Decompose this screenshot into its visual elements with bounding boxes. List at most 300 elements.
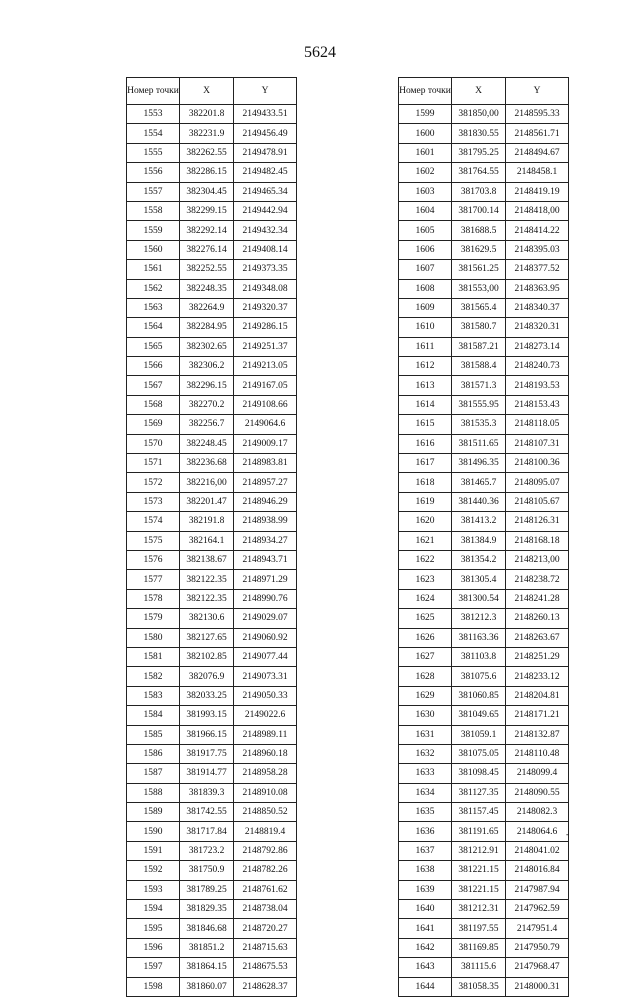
cell-x: 381169.85 <box>452 938 506 957</box>
cell-x: 382302.65 <box>180 337 234 356</box>
cell-x: 381580.7 <box>452 318 506 337</box>
cell-x: 381993.15 <box>180 706 234 725</box>
table-row <box>127 298 297 317</box>
coordinates-table-left <box>126 77 297 997</box>
cell-x: 382102.85 <box>180 647 234 666</box>
cell-y: 2148934.27 <box>234 531 297 550</box>
table-row <box>127 706 297 725</box>
table-row <box>127 182 297 201</box>
cell-y: 2148414.22 <box>506 221 569 240</box>
table-row <box>127 221 297 240</box>
cell-point-number: 1584 <box>127 706 180 725</box>
cell-point-number: 1595 <box>127 919 180 938</box>
cell-point-number: 1585 <box>127 725 180 744</box>
cell-y: 2148107.31 <box>506 434 569 453</box>
cell-y: 2148153.43 <box>506 395 569 414</box>
table-row <box>127 841 297 860</box>
cell-point-number: 1569 <box>127 415 180 434</box>
table-row <box>127 240 297 259</box>
cell-x: 381565.4 <box>452 298 506 317</box>
table-row <box>127 570 297 589</box>
cell-point-number: 1627 <box>399 647 452 666</box>
table-row <box>127 822 297 841</box>
cell-point-number: 1593 <box>127 880 180 899</box>
cell-x: 381966.15 <box>180 725 234 744</box>
cell-y: 2147951.4 <box>506 919 569 938</box>
cell-point-number: 1556 <box>127 163 180 182</box>
cell-point-number: 1578 <box>127 589 180 608</box>
cell-y: 2148193.53 <box>506 376 569 395</box>
table-row <box>399 589 569 608</box>
cell-point-number: 1590 <box>127 822 180 841</box>
cell-point-number: 1617 <box>399 454 452 473</box>
cell-x: 382130.6 <box>180 609 234 628</box>
cell-y: 2148715.63 <box>234 938 297 957</box>
table-row <box>399 744 569 763</box>
cell-x: 381115.6 <box>452 958 506 977</box>
cell-point-number: 1619 <box>399 492 452 511</box>
cell-x: 381830.55 <box>452 124 506 143</box>
cell-point-number: 1560 <box>127 240 180 259</box>
table-row <box>127 473 297 492</box>
cell-x: 382127.65 <box>180 628 234 647</box>
cell-x: 381571.3 <box>452 376 506 395</box>
cell-y: 2149213.05 <box>234 357 297 376</box>
table-row <box>399 163 569 182</box>
cell-point-number: 1564 <box>127 318 180 337</box>
table-row <box>399 803 569 822</box>
table-row <box>399 531 569 550</box>
cell-x: 382201.47 <box>180 492 234 511</box>
cell-x: 381555.95 <box>452 395 506 414</box>
cell-y: 2148418,00 <box>506 201 569 220</box>
table-row <box>399 492 569 511</box>
cell-x: 382276.14 <box>180 240 234 259</box>
cell-point-number: 1557 <box>127 182 180 201</box>
cell-point-number: 1596 <box>127 938 180 957</box>
cell-x: 381511.65 <box>452 434 506 453</box>
cell-point-number: 1637 <box>399 841 452 860</box>
table-row <box>399 473 569 492</box>
cell-y: 2148273.14 <box>506 337 569 356</box>
cell-point-number: 1640 <box>399 900 452 919</box>
cell-y: 2148782.26 <box>234 861 297 880</box>
cell-y: 2148989.11 <box>234 725 297 744</box>
header-y: Y <box>234 78 297 105</box>
cell-point-number: 1635 <box>399 803 452 822</box>
table-row <box>399 783 569 802</box>
cell-y: 2149073.31 <box>234 667 297 686</box>
cell-x: 381384.9 <box>452 531 506 550</box>
table-row <box>127 163 297 182</box>
cell-point-number: 1615 <box>399 415 452 434</box>
cell-y: 2148168.18 <box>506 531 569 550</box>
cell-y: 2147962.59 <box>506 900 569 919</box>
cell-point-number: 1576 <box>127 550 180 569</box>
cell-point-number: 1631 <box>399 725 452 744</box>
cell-point-number: 1574 <box>127 512 180 531</box>
cell-x: 382201.8 <box>180 105 234 124</box>
cell-point-number: 1594 <box>127 900 180 919</box>
cell-point-number: 1644 <box>399 977 452 996</box>
cell-point-number: 1613 <box>399 376 452 395</box>
cell-y: 2148263.67 <box>506 628 569 647</box>
table-row <box>399 686 569 705</box>
cell-point-number: 1622 <box>399 550 452 569</box>
cell-x: 381075.6 <box>452 667 506 686</box>
table-row <box>399 900 569 919</box>
cell-y: 2148990.76 <box>234 589 297 608</box>
cell-y: 2148204.81 <box>506 686 569 705</box>
cell-x: 381413.2 <box>452 512 506 531</box>
cell-y: 2149320.37 <box>234 298 297 317</box>
cell-point-number: 1623 <box>399 570 452 589</box>
cell-x: 382256.7 <box>180 415 234 434</box>
cell-x: 382296.15 <box>180 376 234 395</box>
cell-x: 381197.55 <box>452 919 506 938</box>
table-row <box>399 454 569 473</box>
cell-x: 382164.1 <box>180 531 234 550</box>
cell-y: 2148064.6 <box>506 822 569 841</box>
table-row <box>399 376 569 395</box>
cell-y: 2149465.34 <box>234 182 297 201</box>
header-x: X <box>452 78 506 105</box>
cell-point-number: 1570 <box>127 434 180 453</box>
cell-x: 382304.45 <box>180 182 234 201</box>
table-row <box>127 764 297 783</box>
table-row <box>127 279 297 298</box>
cell-point-number: 1562 <box>127 279 180 298</box>
table-row <box>399 880 569 899</box>
cell-x: 381829.35 <box>180 900 234 919</box>
cell-y: 2149064.6 <box>234 415 297 434</box>
table-row <box>399 919 569 938</box>
table-row <box>399 318 569 337</box>
cell-x: 381098.45 <box>452 764 506 783</box>
cell-point-number: 1555 <box>127 143 180 162</box>
cell-x: 382122.35 <box>180 570 234 589</box>
cell-x: 381629.5 <box>452 240 506 259</box>
table-row <box>399 434 569 453</box>
cell-point-number: 1634 <box>399 783 452 802</box>
table-row <box>127 667 297 686</box>
cell-x: 381300.54 <box>452 589 506 608</box>
cell-point-number: 1618 <box>399 473 452 492</box>
cell-x: 382270.2 <box>180 395 234 414</box>
cell-x: 381795.25 <box>452 143 506 162</box>
cell-point-number: 1636 <box>399 822 452 841</box>
table-row <box>127 861 297 880</box>
table-row <box>399 822 569 841</box>
table-row <box>127 686 297 705</box>
cell-y: 2148595.33 <box>506 105 569 124</box>
cell-y: 2148213,00 <box>506 550 569 569</box>
cell-x: 381703.8 <box>452 182 506 201</box>
table-row <box>127 628 297 647</box>
cell-point-number: 1604 <box>399 201 452 220</box>
cell-point-number: 1632 <box>399 744 452 763</box>
table-row <box>127 900 297 919</box>
cell-x: 382122.35 <box>180 589 234 608</box>
table-row <box>399 861 569 880</box>
cell-point-number: 1577 <box>127 570 180 589</box>
table-row <box>127 260 297 279</box>
table-row <box>399 550 569 569</box>
cell-y: 2149022.6 <box>234 706 297 725</box>
cell-x: 381060.85 <box>452 686 506 705</box>
cell-x: 381851.2 <box>180 938 234 957</box>
trailing-mark: - <box>566 829 569 839</box>
table-row <box>399 841 569 860</box>
table-row <box>127 938 297 957</box>
table-row <box>127 376 297 395</box>
cell-y: 2148099.4 <box>506 764 569 783</box>
cell-x: 381059.1 <box>452 725 506 744</box>
cell-x: 382252.55 <box>180 260 234 279</box>
cell-y: 2148377.52 <box>506 260 569 279</box>
cell-y: 2148561.71 <box>506 124 569 143</box>
table-row <box>399 395 569 414</box>
table-row <box>127 880 297 899</box>
table-row <box>399 124 569 143</box>
cell-point-number: 1612 <box>399 357 452 376</box>
cell-point-number: 1620 <box>399 512 452 531</box>
cell-point-number: 1633 <box>399 764 452 783</box>
cell-point-number: 1559 <box>127 221 180 240</box>
table-row <box>127 958 297 977</box>
cell-x: 381850,00 <box>452 105 506 124</box>
cell-x: 382306.2 <box>180 357 234 376</box>
cell-y: 2148938.99 <box>234 512 297 531</box>
cell-x: 381700.14 <box>452 201 506 220</box>
cell-y: 2148720.27 <box>234 919 297 938</box>
table-row <box>399 764 569 783</box>
cell-y: 2148233.12 <box>506 667 569 686</box>
table-row <box>127 919 297 938</box>
cell-y: 2147987.94 <box>506 880 569 899</box>
cell-y: 2149482.45 <box>234 163 297 182</box>
cell-x: 381191.65 <box>452 822 506 841</box>
cell-y: 2148171.21 <box>506 706 569 725</box>
cell-x: 381465.7 <box>452 473 506 492</box>
cell-x: 381212.3 <box>452 609 506 628</box>
cell-y: 2148082.3 <box>506 803 569 822</box>
table-row <box>399 201 569 220</box>
cell-y: 2148910.08 <box>234 783 297 802</box>
cell-y: 2149408.14 <box>234 240 297 259</box>
cell-point-number: 1568 <box>127 395 180 414</box>
cell-x: 381305.4 <box>452 570 506 589</box>
cell-x: 381212.31 <box>452 900 506 919</box>
cell-x: 381587.21 <box>452 337 506 356</box>
cell-y: 2149251.37 <box>234 337 297 356</box>
table-row <box>399 182 569 201</box>
cell-y: 2147950.79 <box>506 938 569 957</box>
cell-point-number: 1621 <box>399 531 452 550</box>
cell-point-number: 1567 <box>127 376 180 395</box>
cell-y: 2148126.31 <box>506 512 569 531</box>
cell-x: 381742.55 <box>180 803 234 822</box>
cell-point-number: 1582 <box>127 667 180 686</box>
cell-y: 2148090.55 <box>506 783 569 802</box>
cell-x: 381860.07 <box>180 977 234 996</box>
cell-point-number: 1587 <box>127 764 180 783</box>
cell-point-number: 1642 <box>399 938 452 957</box>
cell-y: 2149009.17 <box>234 434 297 453</box>
table-row <box>127 124 297 143</box>
cell-point-number: 1583 <box>127 686 180 705</box>
table-row <box>399 725 569 744</box>
table-row <box>127 201 297 220</box>
cell-y: 2148628.37 <box>234 977 297 996</box>
cell-y: 2149286.15 <box>234 318 297 337</box>
table-row <box>127 589 297 608</box>
cell-point-number: 1639 <box>399 880 452 899</box>
table-row <box>399 298 569 317</box>
table-row <box>127 318 297 337</box>
table-body-left <box>127 105 297 997</box>
cell-x: 382292.14 <box>180 221 234 240</box>
table-row <box>399 357 569 376</box>
cell-x: 381846.68 <box>180 919 234 938</box>
cell-x: 381750.9 <box>180 861 234 880</box>
cell-y: 2149167.05 <box>234 376 297 395</box>
cell-point-number: 1603 <box>399 182 452 201</box>
cell-point-number: 1611 <box>399 337 452 356</box>
cell-y: 2148983.81 <box>234 454 297 473</box>
header-point-number: Номер точки <box>399 78 452 105</box>
cell-point-number: 1589 <box>127 803 180 822</box>
cell-point-number: 1600 <box>399 124 452 143</box>
table-row <box>127 337 297 356</box>
table-row <box>127 105 297 124</box>
table-row <box>127 434 297 453</box>
cell-point-number: 1597 <box>127 958 180 977</box>
cell-x: 381212.91 <box>452 841 506 860</box>
cell-y: 2148363.95 <box>506 279 569 298</box>
cell-point-number: 1579 <box>127 609 180 628</box>
cell-point-number: 1565 <box>127 337 180 356</box>
cell-point-number: 1599 <box>399 105 452 124</box>
cell-y: 2148000.31 <box>506 977 569 996</box>
cell-x: 382076.9 <box>180 667 234 686</box>
table-row <box>399 105 569 124</box>
table-row <box>399 706 569 725</box>
cell-y: 2148957.27 <box>234 473 297 492</box>
cell-x: 381127.35 <box>452 783 506 802</box>
cell-y: 2148260.13 <box>506 609 569 628</box>
cell-y: 2149108.66 <box>234 395 297 414</box>
cell-y: 2148419.19 <box>506 182 569 201</box>
table-row <box>127 550 297 569</box>
cell-y: 2148761.62 <box>234 880 297 899</box>
table-row <box>127 977 297 996</box>
table-row <box>127 395 297 414</box>
cell-y: 2148238.72 <box>506 570 569 589</box>
cell-x: 382284.95 <box>180 318 234 337</box>
cell-y: 2148118.05 <box>506 415 569 434</box>
table-row <box>399 415 569 434</box>
cell-x: 381049.65 <box>452 706 506 725</box>
cell-y: 2148100.36 <box>506 454 569 473</box>
table-row <box>399 647 569 666</box>
header-x: X <box>180 78 234 105</box>
cell-y: 2148041.02 <box>506 841 569 860</box>
cell-point-number: 1625 <box>399 609 452 628</box>
coordinates-table-right <box>398 77 569 997</box>
cell-x: 382231.9 <box>180 124 234 143</box>
cell-point-number: 1561 <box>127 260 180 279</box>
cell-point-number: 1608 <box>399 279 452 298</box>
cell-x: 382299.15 <box>180 201 234 220</box>
cell-x: 381553,00 <box>452 279 506 298</box>
cell-y: 2149348.08 <box>234 279 297 298</box>
cell-y: 2148241.28 <box>506 589 569 608</box>
cell-x: 381075.05 <box>452 744 506 763</box>
cell-x: 382033.25 <box>180 686 234 705</box>
cell-x: 382236.68 <box>180 454 234 473</box>
cell-y: 2148016.84 <box>506 861 569 880</box>
cell-y: 2149077.44 <box>234 647 297 666</box>
cell-y: 2148675.53 <box>234 958 297 977</box>
table-row <box>127 512 297 531</box>
table-row <box>127 725 297 744</box>
cell-point-number: 1614 <box>399 395 452 414</box>
cell-point-number: 1553 <box>127 105 180 124</box>
table-row <box>399 958 569 977</box>
cell-x: 382264.9 <box>180 298 234 317</box>
cell-y: 2148458.1 <box>506 163 569 182</box>
cell-y: 2149060.92 <box>234 628 297 647</box>
cell-y: 2149373.35 <box>234 260 297 279</box>
table-row <box>127 357 297 376</box>
cell-x: 381588.4 <box>452 357 506 376</box>
cell-y: 2148738.04 <box>234 900 297 919</box>
cell-point-number: 1566 <box>127 357 180 376</box>
cell-x: 381688.5 <box>452 221 506 240</box>
cell-y: 2149442.94 <box>234 201 297 220</box>
cell-point-number: 1616 <box>399 434 452 453</box>
table-row <box>127 647 297 666</box>
header-y: Y <box>506 78 569 105</box>
cell-x: 381789.25 <box>180 880 234 899</box>
table-row <box>127 454 297 473</box>
cell-y: 2148960.18 <box>234 744 297 763</box>
cell-point-number: 1558 <box>127 201 180 220</box>
table-row <box>127 783 297 802</box>
cell-point-number: 1581 <box>127 647 180 666</box>
cell-point-number: 1592 <box>127 861 180 880</box>
table-row <box>127 415 297 434</box>
table-row <box>399 938 569 957</box>
cell-x: 382191.8 <box>180 512 234 531</box>
cell-point-number: 1641 <box>399 919 452 938</box>
cell-y: 2149456.49 <box>234 124 297 143</box>
cell-point-number: 1588 <box>127 783 180 802</box>
cell-y: 2149029.07 <box>234 609 297 628</box>
cell-point-number: 1580 <box>127 628 180 647</box>
cell-x: 381723.2 <box>180 841 234 860</box>
cell-y: 2148395.03 <box>506 240 569 259</box>
cell-point-number: 1591 <box>127 841 180 860</box>
table-row <box>127 492 297 511</box>
cell-point-number: 1609 <box>399 298 452 317</box>
table-row <box>399 143 569 162</box>
cell-x: 381157.45 <box>452 803 506 822</box>
cell-x: 381221.15 <box>452 861 506 880</box>
cell-y: 2148132.87 <box>506 725 569 744</box>
cell-y: 2148340.37 <box>506 298 569 317</box>
